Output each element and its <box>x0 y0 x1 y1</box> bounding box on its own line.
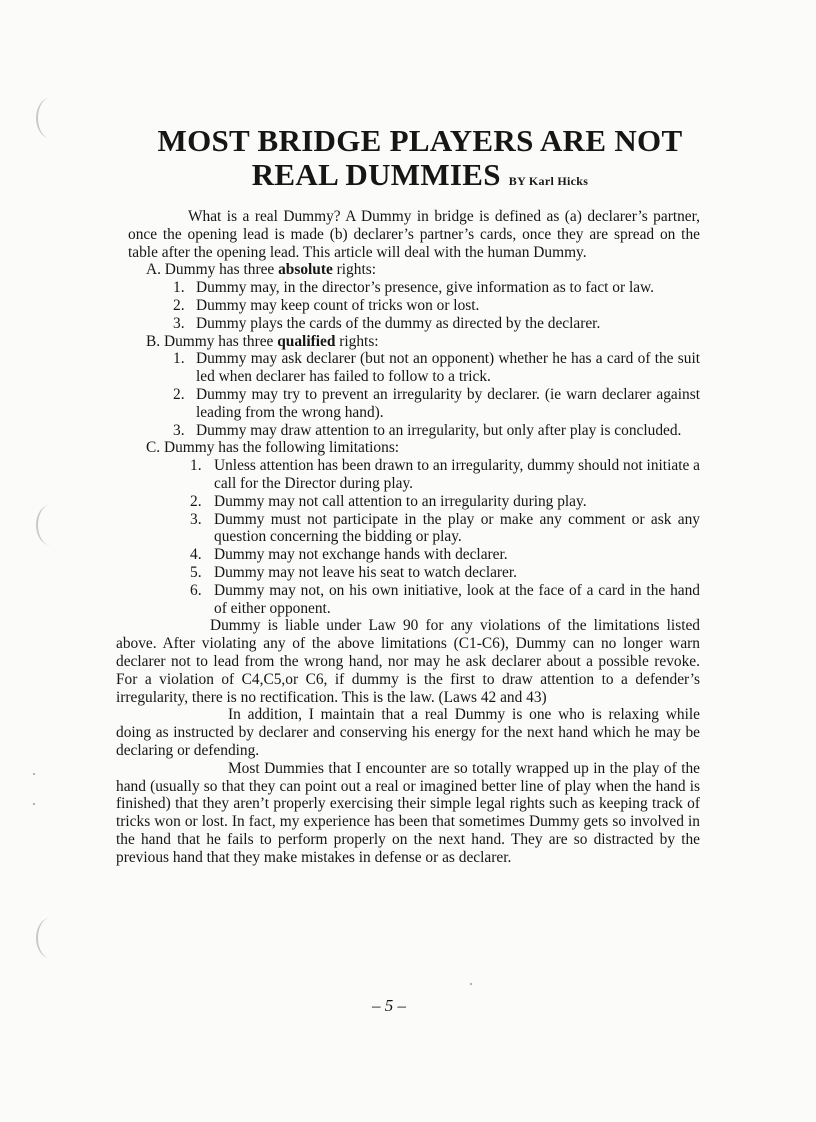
item-text: Dummy may not exchange hands with declarer. <box>214 546 508 564</box>
article-title <box>120 124 720 198</box>
item-number: 2. <box>173 385 185 403</box>
item-text: Dummy may not call attention to an irregularity during play. <box>214 492 587 510</box>
item-number: 1. <box>190 457 202 475</box>
page-number: – 5 – <box>372 996 406 1015</box>
item-number: 3. <box>173 314 185 332</box>
title-line-2-text: REAL DUMMIES <box>251 157 501 192</box>
item-text: Dummy may ask declarer (but not an opponent) whether he has a card of the suit led when declarer has failed to follow to a trick. <box>196 350 700 386</box>
section-b-suffix: rights: <box>335 332 379 350</box>
section-b-item-3 <box>116 422 700 440</box>
item-number: 2. <box>190 492 202 510</box>
section-a-suffix: rights: <box>332 261 376 279</box>
item-number: 6. <box>190 581 202 599</box>
byline: BY Karl Hicks <box>508 174 589 188</box>
item-text: Dummy may try to prevent an irregularity by declarer. (ie warn declarer against leading from the wrong hand). <box>196 385 700 421</box>
section-c-item-3 <box>116 511 700 547</box>
section-c-item-5 <box>116 564 700 582</box>
section-c-item-6 <box>116 582 700 618</box>
item-number: 3. <box>190 510 202 528</box>
scan-speck <box>33 803 35 805</box>
binder-hole-bottom <box>36 918 64 958</box>
item-text: Dummy may draw attention to an irregularity, but only after play is concluded. <box>196 421 682 439</box>
section-c-heading: C. Dummy has the following limitations: <box>146 439 400 457</box>
paragraph-real-dummy: In addition, I maintain that a real Dummy is one who is relaxing while doing as instructed by declarer and conserving his energy for the next hand which he may be declaring or defending. <box>116 706 700 759</box>
article-body <box>116 208 700 866</box>
item-number: 2. <box>173 296 185 314</box>
item-text: Dummy may keep count of tricks won or lost. <box>196 296 480 314</box>
section-b-prefix: B. Dummy has three <box>146 332 278 350</box>
item-text: Dummy may, in the director’s presence, give information as to fact or law. <box>196 279 655 297</box>
paragraph-law-90: Dummy is liable under Law 90 for any violations of the limitations listed above. After violating any of the above limitations (C1-C6), Dummy can no longer warn declarer not to lead from the wrong hand, nor may he ask declarer about a possible revoke. For a violation of C4,C5,or C6, if dummy is the first to draw attention to a defender’s irregularity, there is no rectification. This is the law. (Laws 42 and 43) <box>116 617 700 706</box>
item-text: Dummy may not leave his seat to watch declarer. <box>214 563 518 581</box>
binder-hole-top <box>36 98 64 138</box>
section-b-bold: qualified <box>277 332 336 350</box>
item-text: Dummy must not participate in the play or make any comment or ask any question concerning the bidding or play. <box>214 510 700 546</box>
item-text: Dummy may not, on his own initiative, look at the face of a card in the hand of either opponent. <box>214 581 700 617</box>
section-c-item-4 <box>116 546 700 564</box>
section-a-item-1 <box>116 279 700 297</box>
scan-speck <box>33 773 35 775</box>
item-text: Dummy plays the cards of the dummy as directed by the declarer. <box>196 314 601 332</box>
item-number: 4. <box>190 546 202 564</box>
scan-speck <box>470 983 472 985</box>
section-b-heading <box>116 333 700 351</box>
section-a-heading <box>116 261 700 279</box>
section-a-item-2 <box>116 297 700 315</box>
section-c-item-1 <box>116 457 700 493</box>
item-number: 3. <box>173 421 185 439</box>
title-line-1: MOST BRIDGE PLAYERS ARE NOT <box>157 123 683 158</box>
item-text: Unless attention has been drawn to an irregularity, dummy should not initiate a call for the Director during play. <box>214 457 700 492</box>
title-line-2 <box>120 158 720 198</box>
section-a-item-3 <box>116 315 700 333</box>
binder-hole-middle <box>36 505 64 545</box>
section-a-prefix: A. Dummy has three <box>146 261 279 279</box>
section-c-item-2 <box>116 493 700 511</box>
item-number: 1. <box>173 279 185 297</box>
paragraph-most-dummies: Most Dummies that I encounter are so totally wrapped up in the play of the hand (usually so that they can point out a real or imagined better line of play when the hand is finished) that they aren’t properly exercising their simple legal rights such as keeping track of tricks won or lost. In fact, my experience has been that sometimes Dummy gets so involved in the hand that he fails to perform properly on the next hand. They are so distracted by the previous hand that they make mistakes in defense or as declarer. <box>116 759 700 866</box>
intro-paragraph: What is a real Dummy? A Dummy in bridge is defined as (a) declarer’s partner, once the opening lead is made (b) declarer’s partner’s cards, once they are spread on the table after the opening lead. This article will deal with the human Dummy. <box>128 208 700 261</box>
item-number: 1. <box>173 350 185 368</box>
section-a-bold: absolute <box>278 261 333 279</box>
item-number: 5. <box>190 563 202 581</box>
section-b-item-1 <box>116 350 700 386</box>
section-b-item-2 <box>116 386 700 422</box>
